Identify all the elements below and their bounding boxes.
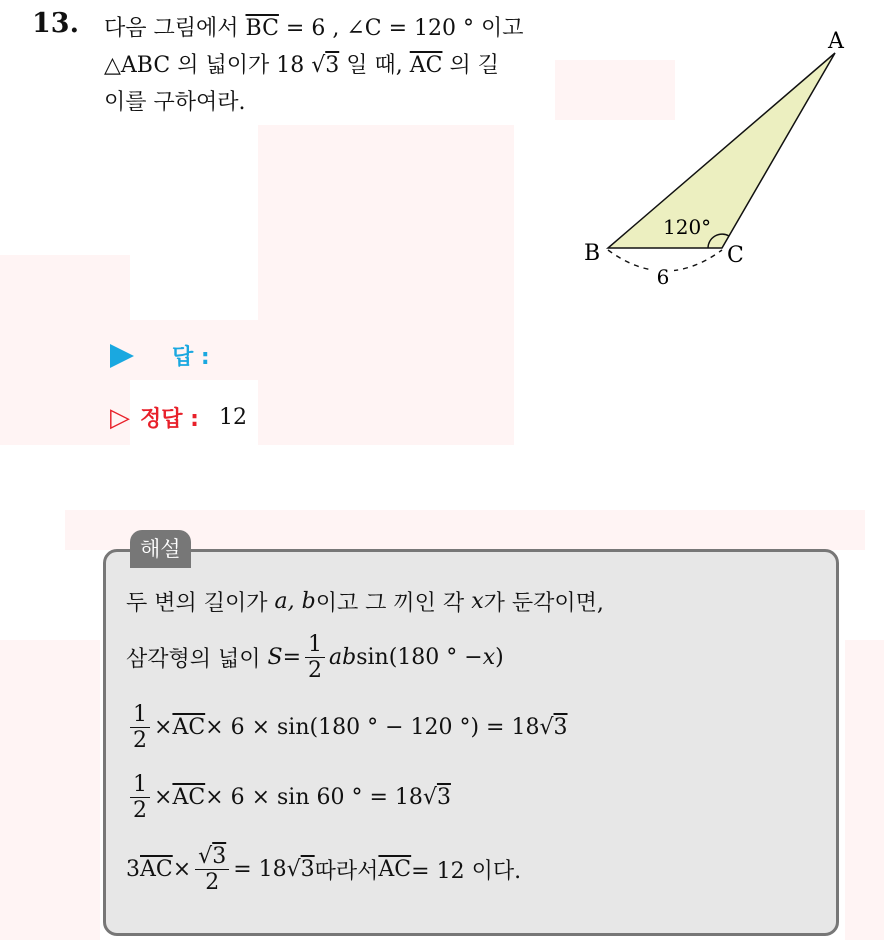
text: 두 변의 길이가 <box>126 591 268 616</box>
text: 일 때, <box>339 53 410 78</box>
radical-sign: √ <box>198 844 213 869</box>
text: × 6 × sin 60 ° = 18 <box>205 785 423 811</box>
sqrt-3 <box>423 785 451 810</box>
text: = 12 이다. <box>411 859 522 885</box>
sqrt-3 <box>539 715 567 740</box>
text: 삼각형의 넓이 <box>126 647 261 673</box>
fraction-half <box>130 772 150 824</box>
fraction-sqrt3-over-2 <box>195 844 229 896</box>
segment-bc: $\overline{BC}$ <box>245 16 279 41</box>
radicand: 3 <box>325 53 340 78</box>
triangle-figure <box>570 20 870 300</box>
denominator: 2 <box>205 870 220 896</box>
text: = 18 <box>233 857 287 883</box>
text: 이고 그 끼인 각 <box>315 591 465 616</box>
denominator: 2 <box>308 658 323 684</box>
var-ab: ab <box>329 645 357 671</box>
text: × <box>154 715 173 741</box>
segment-ac: $\overline{AC}$ <box>378 857 412 883</box>
numerator: 1 <box>305 632 325 658</box>
var-ab: a, b <box>274 589 316 614</box>
denominator: 2 <box>133 728 147 754</box>
radicand: 3 <box>436 785 451 811</box>
text: △ABC 의 넓이가 18 <box>104 53 312 78</box>
outline-triangle-icon: ▷ <box>110 402 130 433</box>
angle-label-120: 120° <box>663 215 712 239</box>
segment-ac: $\overline{AC}$ <box>140 857 173 883</box>
question-number: 13. <box>32 8 79 39</box>
sqrt-3 <box>198 844 226 869</box>
answer-label: 답 : <box>172 345 210 370</box>
text: 의 길 <box>442 53 499 78</box>
solution-line-2 <box>126 632 504 684</box>
numerator <box>195 844 229 870</box>
segment-ac: $\overline{AC}$ <box>172 785 206 811</box>
text: × <box>154 785 173 811</box>
text: 따라서 <box>314 859 379 885</box>
text: = <box>282 645 302 671</box>
question-line-1 <box>104 10 574 47</box>
question-text <box>104 10 574 121</box>
vertex-label-c: C <box>727 243 744 268</box>
question-line-2 <box>104 47 574 84</box>
text: ) <box>495 645 504 671</box>
solution-line-1 <box>126 586 604 617</box>
vertex-label-a: A <box>828 29 844 54</box>
triangle-abc <box>608 53 835 248</box>
radical-sign: √ <box>539 715 554 741</box>
correct-answer-label: 정답 : <box>140 407 199 432</box>
text: × 6 × sin(180 ° − 120 °) = 18 <box>205 715 540 741</box>
text: 가 둔각이면, <box>483 591 604 616</box>
radicand: 3 <box>300 857 315 883</box>
radical-sign: √ <box>311 53 326 78</box>
play-triangle-icon <box>110 344 134 368</box>
radicand: 3 <box>553 715 568 741</box>
question-line-3: 이를 구하여라. <box>104 90 246 115</box>
answer-row <box>110 340 210 371</box>
vertex-label-b: B <box>584 241 601 266</box>
sqrt-3 <box>287 857 315 882</box>
numerator: 1 <box>130 772 150 798</box>
radical-sign: √ <box>286 857 301 883</box>
solution-line-3 <box>126 702 568 754</box>
solution-box <box>103 549 839 936</box>
var-x: x <box>471 589 484 614</box>
numerator: 1 <box>130 702 150 728</box>
radicand: 3 <box>212 844 227 869</box>
coefficient: 3 <box>126 857 140 883</box>
side-label-6: 6 <box>656 265 670 289</box>
denominator: 2 <box>133 798 147 824</box>
text: 다음 그림에서 <box>104 16 246 41</box>
segment-ac: $\overline{AC}$ <box>172 715 206 741</box>
correct-answer-value: 12 <box>218 405 247 430</box>
segment-ac: $\overline{AC}$ <box>409 53 443 78</box>
var-x: x <box>482 645 496 671</box>
solution-line-4 <box>126 772 451 824</box>
text: = 6 , ∠C = 120 ° 이고 <box>278 16 524 41</box>
solution-line-5 <box>126 844 521 896</box>
solution-tag: 해설 <box>130 530 191 568</box>
fraction-half <box>130 702 150 754</box>
sqrt-3 <box>311 47 339 84</box>
var-s: S <box>267 645 283 671</box>
correct-answer-row <box>110 402 247 433</box>
radical-sign: √ <box>422 785 437 811</box>
fraction-half <box>305 632 325 684</box>
text: × <box>172 857 192 883</box>
text: sin(180 ° − <box>356 645 483 671</box>
